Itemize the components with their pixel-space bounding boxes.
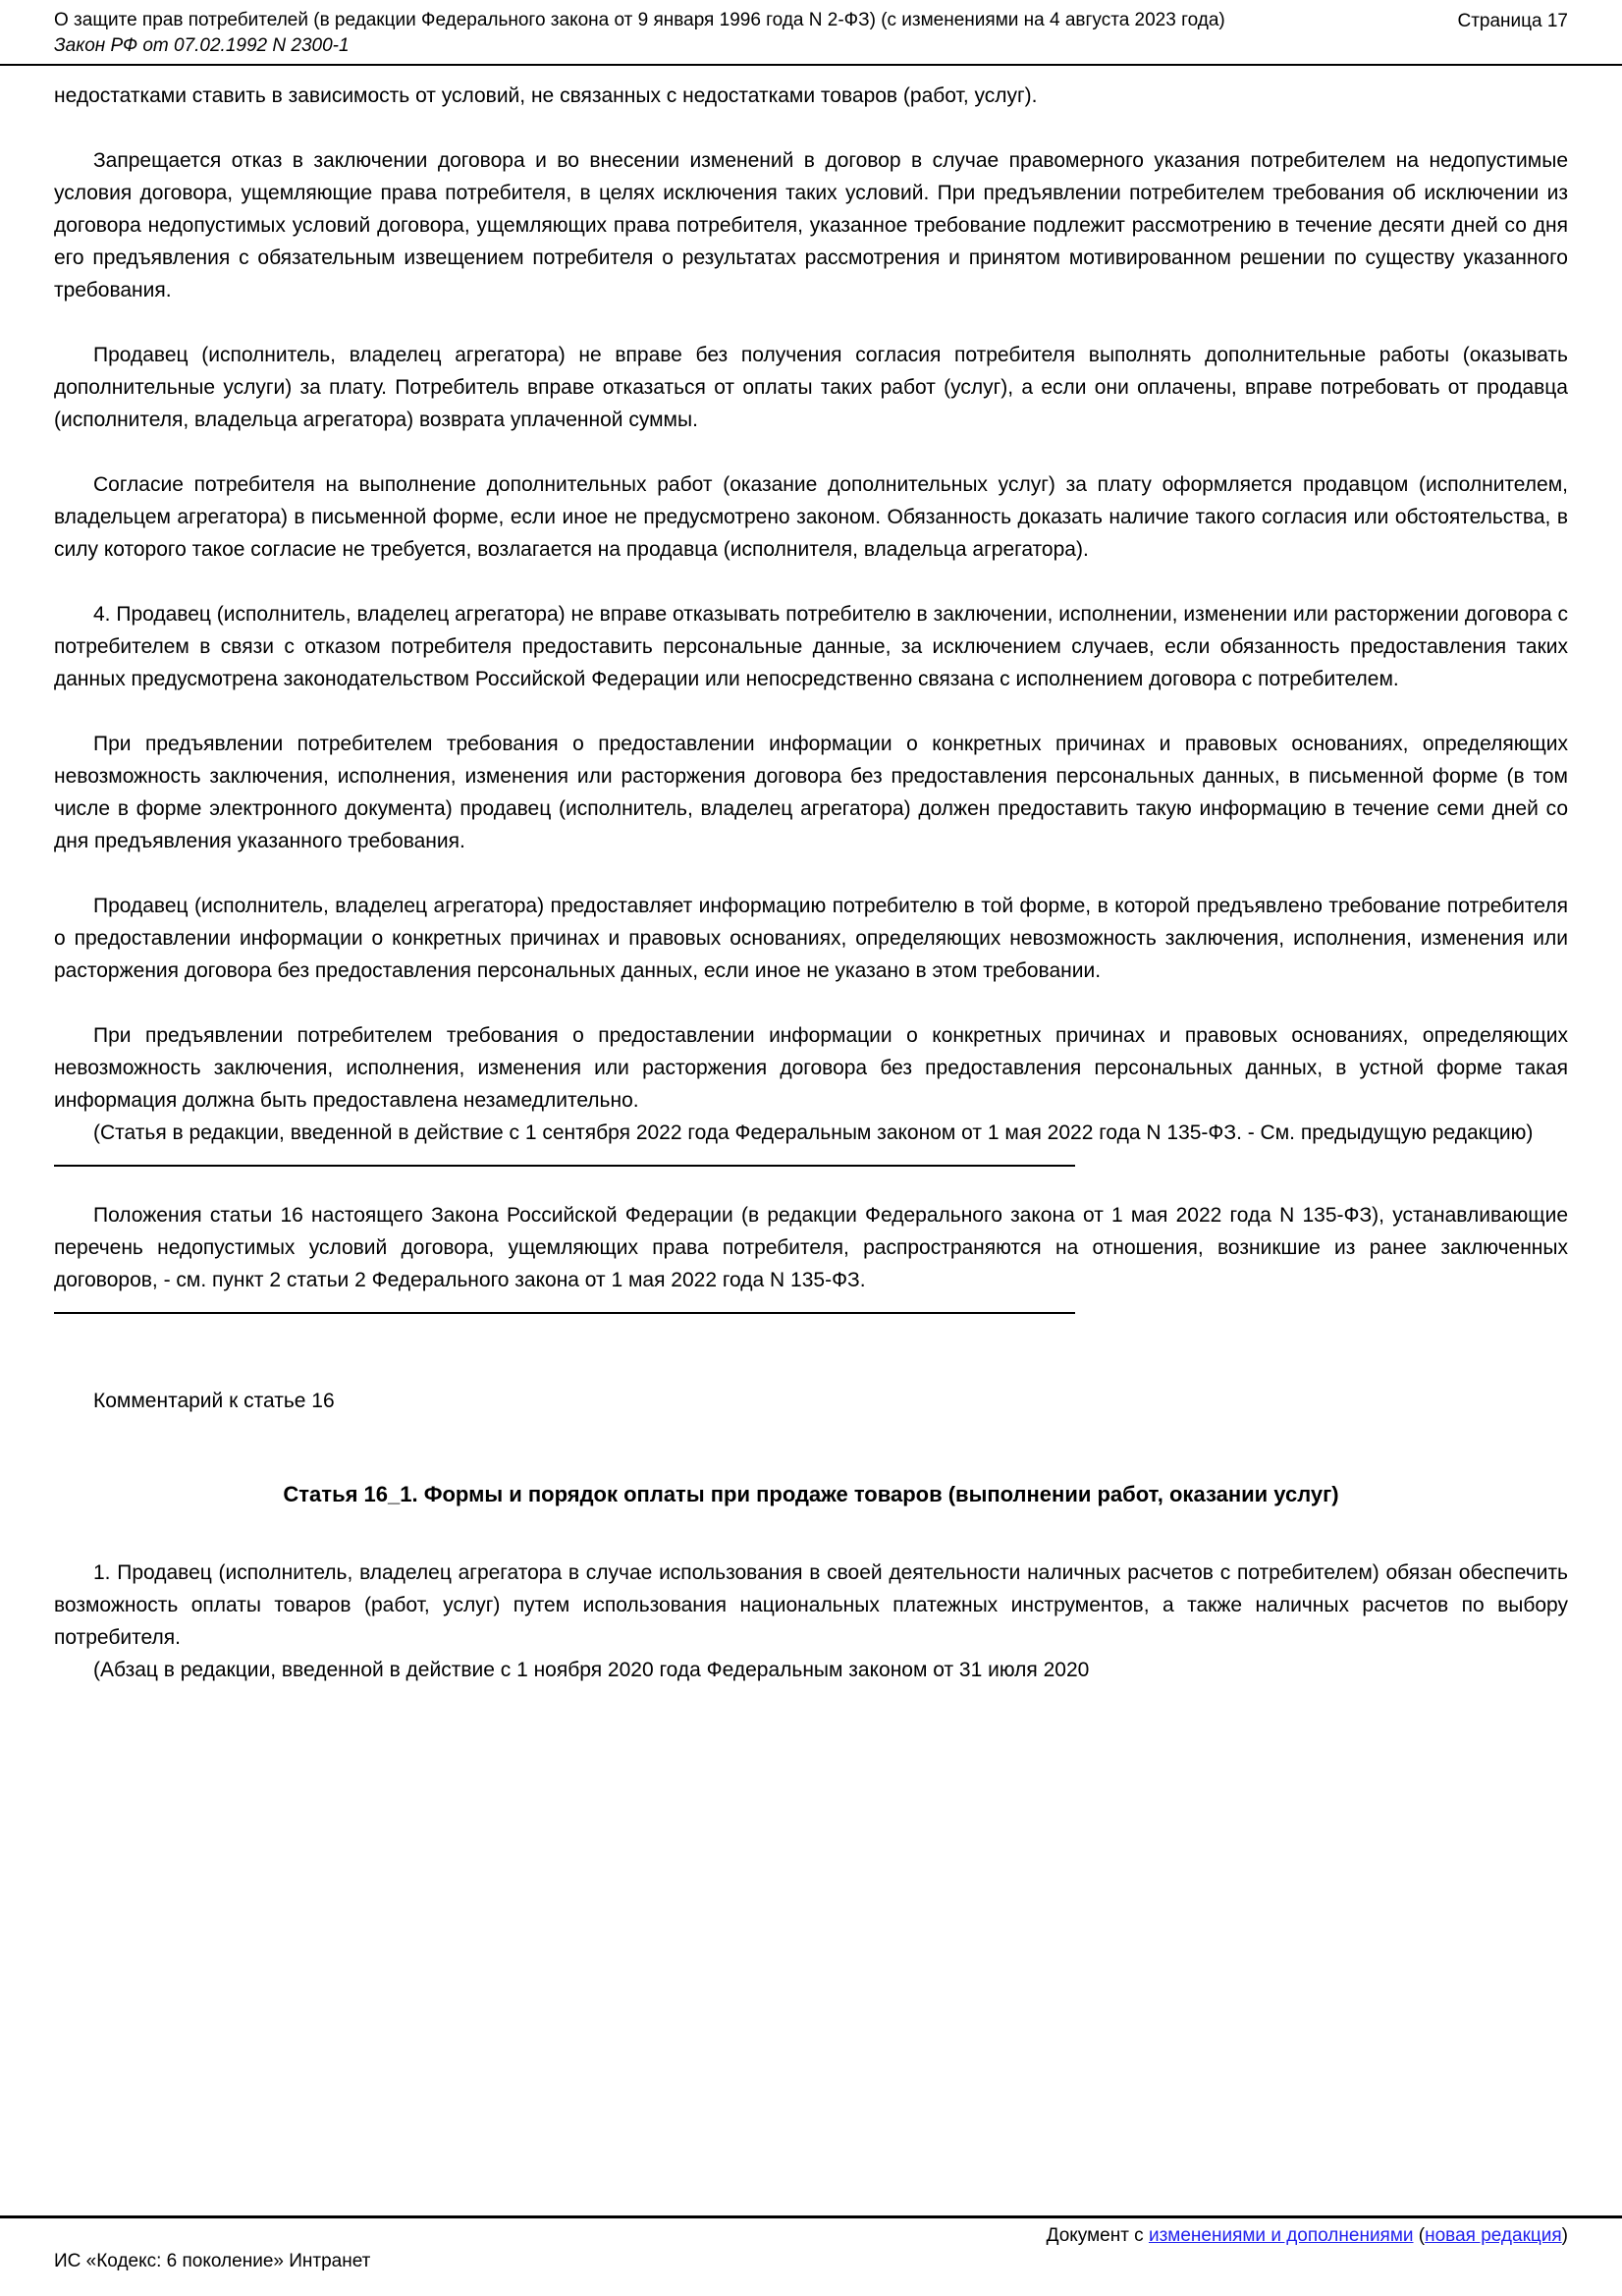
edition-note-paragraph: (Абзац в редакции, введенной в действие с 1 ноября 2020 года Федеральным законом от 31 июля 2020	[93, 1659, 1090, 1681]
footer-document-status	[54, 2224, 1568, 2248]
system-name-label: ИС «Кодекс: 6 поколение» Интранет	[54, 2251, 371, 2271]
comment-label: Комментарий к статье 16	[93, 1390, 335, 1412]
body-paragraph: Положения статьи 16 настоящего Закона Российской Федерации (в редакции Федерального закона от 1 мая 2022 года N 135-ФЗ), устанавливающие перечень недопустимых условий договора, ущемляющих права потребителя, распространяются на отношения, возникшие из ранее заключенных договоров, - см. пункт 2 статьи 2 Федерального закона от 1 мая 2022 года N 135-ФЗ.	[54, 1204, 1568, 1291]
edition-note-paragraph: (Статья в редакции, введенной в действие с 1 сентября 2022 года Федеральным законом от 1 мая 2022 года N 135-ФЗ. - См. предыдущую редакцию)	[93, 1121, 1534, 1144]
body-paragraph: Запрещается отказ в заключении договора и во внесении изменений в договор в случае правомерного указания потребителем на недопустимые условия договора, ущемляющие права потребителя, в целях исключения таких условий. При предъявлении потребителем требования об исключении из договора недопустимых условий договора, ущемляющих права потребителя, указанное требование подлежит рассмотрению в течение десяти дней со дня его предъявления с обязательным извещением потребителя о результатах рассмотрения и принятом мотивированном решении по существу указанного требования.	[54, 149, 1568, 301]
document-body	[0, 66, 1622, 2182]
body-paragraph: 4. Продавец (исполнитель, владелец агрегатора) не вправе отказывать потребителю в заключении, исполнении, изменении или расторжении договора с потребителем в связи с отказом потребителя предоставить персональные данные, за исключением случаев, если обязанность предоставления таких данных предусмотрена законодательством Российской Федерации или непосредственно связана с исполнением договора с потребителем.	[54, 603, 1568, 690]
body-paragraph: При предъявлении потребителем требования о предоставлении информации о конкретных причинах и правовых основаниях, определяющих невозможность заключения, исполнения, изменения или расторжения договора без предоставления персональных данных, в письменной форме (в том числе в форме электронного документа) продавец (исполнитель, владелец агрегатора) должен предоставить такую информацию в течение семи дней со дня предъявления указанного требования.	[54, 733, 1568, 852]
body-paragraph: При предъявлении потребителем требования о предоставлении информации о конкретных причинах и правовых основаниях, определяющих невозможность заключения, исполнения, изменения или расторжения договора без предоставления персональных данных, в устной форме такая информация должна быть предоставлена незамедлительно.	[54, 1024, 1568, 1112]
body-paragraph: Продавец (исполнитель, владелец агрегатора) предоставляет информацию потребителю в той форме, в которой предъявлено требование потребителя о предоставлении информации о конкретных причинах и правовых основаниях, определяющих невозможность заключения, исполнения, изменения или расторжения договора без предоставления персональных данных, если иное не указано в этом требовании.	[54, 895, 1568, 982]
section-divider	[54, 1165, 1075, 1167]
document-title: О защите прав потребителей (в редакции Федерального закона от 9 января 1996 года N 2-ФЗ) (с изменениями на 4 августа 2023 года)	[54, 10, 1225, 30]
footer-status-suffix: )	[1561, 2225, 1568, 2246]
document-footer	[0, 2215, 1622, 2296]
body-paragraph: Продавец (исполнитель, владелец агрегатора) не вправе без получения согласия потребителя выполнять дополнительные работы (оказывать дополнительные услуги) за плату. Потребитель вправе отказаться от оплаты таких работ (услуг), а если они оплачены, вправе потребовать от продавца (исполнителя, владельца агрегатора) возврата уплаченной суммы.	[54, 344, 1568, 431]
body-paragraph: недостатками ставить в зависимость от условий, не связанных с недостатками товаров (работ, услуг).	[54, 84, 1038, 107]
amendments-link[interactable]: изменениями и дополнениями	[1148, 2225, 1414, 2246]
article-heading: Статья 16_1. Формы и порядок оплаты при продаже товаров (выполнении работ, оказании услуг)	[283, 1482, 1339, 1506]
new-edition-link[interactable]: новая редакция	[1425, 2225, 1562, 2246]
document-reference: Закон РФ от 07.02.1992 N 2300-1	[54, 35, 350, 56]
section-divider	[54, 1312, 1075, 1314]
document-header	[0, 0, 1622, 33]
body-paragraph: Согласие потребителя на выполнение дополнительных работ (оказание дополнительных услуг) за плату оформляется продавцом (исполнителем, владельцем агрегатора) в письменной форме, если иное не предусмотрено законом. Обязанность доказать наличие такого согласия или обстоятельства, в силу которого такое согласие не требуется, возлагается на продавца (исполнителя, владельца агрегатора).	[54, 473, 1568, 561]
page-number-label: Страница 17	[1457, 11, 1568, 31]
footer-status-prefix: Документ с	[1046, 2225, 1149, 2246]
body-paragraph: 1. Продавец (исполнитель, владелец агрегатора в случае использования в своей деятельности наличных расчетов с потребителем) обязан обеспечить возможность оплаты товаров (работ, услуг) путем использования национальных платежных инструментов, а также наличных расчетов по выбору потребителя.	[54, 1561, 1568, 1649]
footer-status-separator: (	[1413, 2225, 1426, 2246]
